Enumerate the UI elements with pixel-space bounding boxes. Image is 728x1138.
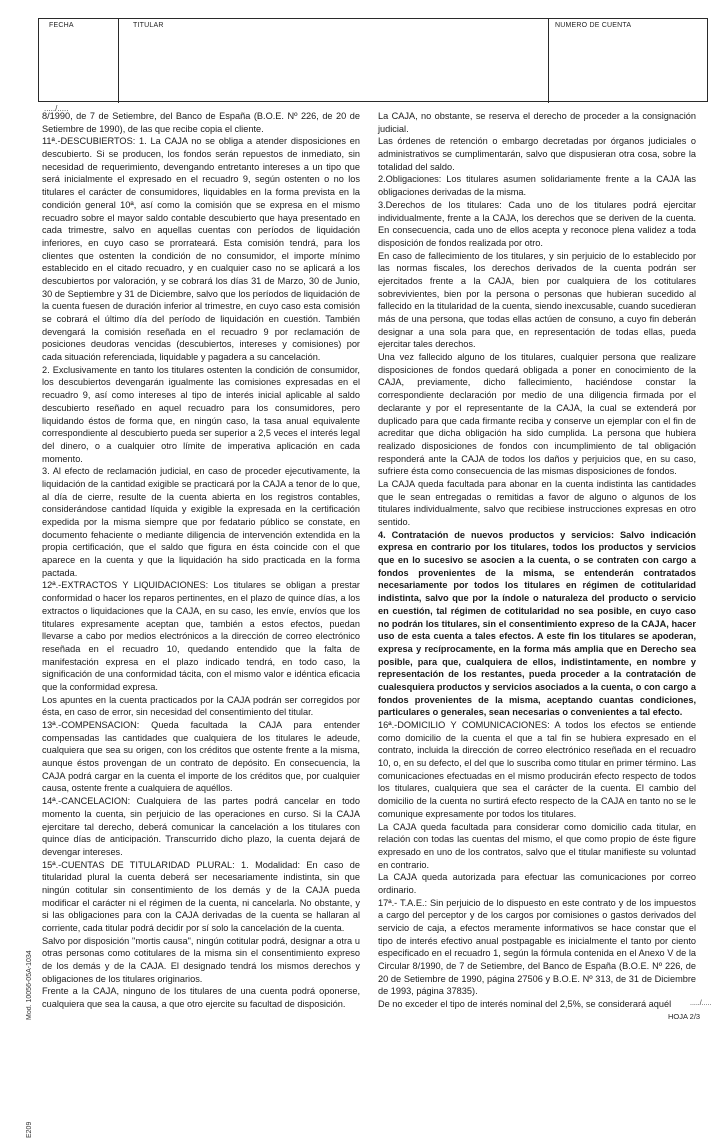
- paragraph: 13ª.-COMPENSACION: Queda facultada la CAJA para entender compensadas las cantidades que cualquiera de los titulares le adeude, cualquiera que sea su origen, con los créditos que ostente frente a la misma, aunque éstos provengan de un contrato de depósito. En consecuencia, la CAJA podrá cargar en la cuenta el importe de los créditos que, por cualquier causa, ostente frente a cualquiera de aquéllos.: [42, 720, 360, 794]
- paragraph: 2.Obligaciones: Los titulares asumen solidariamente frente a la CAJA las obligaciones derivadas de la misma.: [378, 174, 696, 198]
- paragraph: 3.Derechos de los titulares: Cada uno de los titulares podrá ejercitar individualmente, frente a la CAJA, los derechos que se deriven de la cuenta. En consecuencia, cada uno de ellos acepta y reconoce plena validez a toda disposición de fondos realizada por otro.: [378, 199, 696, 248]
- numero-cuenta-field: [549, 19, 709, 103]
- paragraph: La CAJA queda autorizada para efectuar las comunicaciones por correo ordinario.: [378, 872, 696, 895]
- continuation-top: ...../.....: [44, 104, 69, 113]
- titular-label: TITULAR: [133, 22, 164, 29]
- paragraph: 8/1990, de 7 de Setiembre, del Banco de España (B.O.E. Nº 226, de 20 de Setiembre de 1990), de las que recibe copia el cliente.: [42, 111, 360, 134]
- paragraph: 11ª.-DESCUBIERTOS: 1. La CAJA no se obliga a atender disposiciones en descubierto. Si se producen, los fondos serán repuestos de inmediato, sin necesidad de requerimiento, devengando entretanto intereses a un tipo que será inicialmente el expresado en el recuadro 9, según ostenten o no los titulares el carácter de consumidores, liquidables en la forma prevista en la condición general 10ª, así como la comisión que se expresa en el mismo recuadro sobre el mayor saldo contable descubierto que haya presentado en cada trimestre, salvo en aquellas cuentas con períodos de liquidación inferiores, en cuyo caso se prorrateará. Esta comisión tendrá, para los clientes que ostenten la condición de no consumidor, el importe mínimo establecido en el citado recuadro, y en cualquier caso no se aplicará a los descubiertos por valoración, y se cobrará los días 31 de Marzo, 30 de Junio, 30 de Septiembre y 31 de Diciembre, salvo que los períodos de liquidación de la cuenta fuesen de duración inferior al trimestre, en cuyo caso esta comisión se cobrará el último día del período de liquidación en cuestión. También devengará la comisión reseñada en el recuadro 9 por reclamación de posiciones deudoras vencidas (descubiertos, intereses y comisiones) por cada situación referenciada, liquidable y pagadera a su cancelación.: [42, 136, 360, 363]
- fecha-label: FECHA: [49, 22, 74, 29]
- paragraph: La CAJA queda facultada para considerar como domicilio cada titular, en relación con todas las cuentas del mismo, el que como propio de éste figure expresado en uno de los contratos, salvo que el titular manifieste su voluntad en contrario.: [378, 821, 696, 870]
- paragraph: 2. Exclusivamente en tanto los titulares ostenten la condición de consumidor, los descubiertos devengarán igualmente las comisiones expresadas en el recuadro 9, así como intereses al tipo de interés inicial aplicable al saldo descubierto reseñado en aquel recuadro para los consumidores, pero liquidando éstos de forma que, en ningún caso, la tasa anual equivalente correspondiente al descubierto pueda ser superior a 2,5 veces el interés legal del dinero, o a cualquier otro límite de imperativa aplicación en cada momento.: [42, 364, 360, 464]
- left-column: [42, 110, 360, 1011]
- side-model-code: Mod. 10056-05A-1034: [26, 950, 33, 1020]
- paragraph: En caso de fallecimiento de los titulares, y sin perjuicio de lo establecido por las normas fiscales, los derechos derivados de la cuenta podrán ser ejercitados frente a la CAJA, bien por cualquiera de los cotitulares sobrevivientes, bien por la persona o personas que hubieran sucedido al fallecido en la titularidad de la cuenta, siendo inexcusable, cuando sucedieran más de una persona, que todas ellas actúen de consuno, a cuyo fin deberán designar a una sola para que, en representación de todas ellas, pueda ejercitar tales derechos.: [378, 250, 696, 350]
- header-box: [38, 18, 708, 102]
- paragraph: La CAJA queda facultada para abonar en la cuenta indistinta las cantidades que le sean entregadas o remitidas a favor de alguno o algunos de los titulares individualmente, salvo que recibiese instrucciones expresas en otro sentido.: [378, 478, 696, 527]
- paragraph: 17ª.- T.A.E.: Sin perjuicio de lo dispuesto en este contrato y de los impuestos a cargo del perceptor y de los cargos por comisiones o gastos derivados del servicio de caja, a efectos meramente informativos se hace constar que el tipo de interés efectivo anual postpagable es inicialmente el tanto por ciento especificado en el recuadro 1, según la fórmula contenida en el Anexo V de la Circular 8/1990, de 7 de Setiembre, del Banco de España (B.O.E. Nº 226, de 20 de Setiembre de 1990, página 27506 y B.O.E. Nº 313, de 31 de Diciembre de 1993, página 37835).: [378, 897, 696, 997]
- paragraph: De no exceder el tipo de interés nominal del 2,5%, se considerará aquél: [378, 999, 672, 1010]
- paragraph: 14ª.-CANCELACION: Cualquiera de las partes podrá cancelar en todo momento la cuenta, sin perjuicio de las operaciones en curso. Si la CAJA ejercitare tal derecho, deberá comunicar la cancelación a los titulares con quince días de anticipación. Transcurrido dicho plazo, la cuenta dejará de devengar intereses.: [42, 796, 360, 857]
- page-number: HOJA 2/3: [668, 1012, 701, 1021]
- side-code-e209: E209: [26, 1121, 33, 1138]
- numero-cuenta-label: NUMERO DE CUENTA: [555, 22, 632, 29]
- paragraph: Los apuntes en la cuenta practicados por la CAJA podrán ser corregidos por ésta, en caso de error, sin necesidad del consentimiento del titular.: [42, 694, 360, 718]
- paragraph: Una vez fallecido alguno de los titulares, cualquier persona que realizare disposiciones de fondos quedará obligada a poner en conocimiento de la CAJA, previamente, dicho fallecimiento, haciéndose constar la correspondiente declaración por medio de una diligencia firmada por el declarante y por el representante de la CAJA, la cual se extenderá por duplicado para que cada firmante reciba y conserve un ejemplar con el fin de acreditar que dicha obligación ha sido cumplida. La persona que hubiera realizado disposiciones de fondos con incumplimiento de tal obligación responderá ante la CAJA de todos los daños y perjuicios que, en su caso, sufriere ésta como consecuencia de las mismas disposiciones de fondos.: [378, 352, 696, 477]
- right-column: [378, 110, 696, 1011]
- paragraph: Las órdenes de retención o embargo decretadas por órganos judiciales o administrativos se cumplimentarán, salvo que dispusieran otra cosa, sobre la totalidad del saldo.: [378, 136, 696, 172]
- paragraph-bold: 4. Contratación de nuevos productos y servicios: Salvo indicación expresa en contrario por los titulares, todos los productos y servicios que en lo sucesivo se asocien a la cuenta, o se contraten con cargo a fondos provenientes de la misma, se entenderán contratados necesariamente por todos los titulares en régimen de cotitularidad indistinta, salvo que por la índole o naturaleza del producto o servicio en cuestión, tal régimen de cotitularidad no sea posible, en cuyo caso no podrán los titulares, sin el consentimiento expreso de la CAJA, hacer uso de esta cuenta a tales efectos. A este fin los titulares se apoderan, expresa y recíprocamente, en la forma más amplia que en Derecho sea posible, para que, cualquiera de ellos, indistintamente, en nombre y representación de los restantes, pueda proceder a la contratación de cualesquiera productos y servicios asociados a la cuenta, o con cargo a fondos provenientes de la misma, aceptando cuantas condiciones, particulares o generales, sean necesarias o convenientes a tal efecto.: [378, 529, 696, 718]
- paragraph: 15ª.-CUENTAS DE TITULARIDAD PLURAL: 1. Modalidad: En caso de titularidad plural la cuenta deberá ser necesariamente indistinta, sin que ningún cotitular sin consentimiento de los demás y de la CAJA pueda modificar el carácter ni el régimen de la cuenta, ni cancelarla. No obstante, y si las obligaciones para con la CAJA derivadas de la cuenta se hallaran al corriente, cada titular podrá decidir por sí solo la cancelación de la cuenta.: [42, 859, 360, 933]
- titular-field: [119, 19, 549, 103]
- paragraph: Frente a la CAJA, ninguno de los titulares de una cuenta podrá oponerse, cualquiera que sea la causa, a que otro ejercite su facultad de disposición.: [42, 986, 360, 1010]
- paragraph: 3. Al efecto de reclamación judicial, en caso de proceder ejecutivamente, la liquidación de la cantidad exigible se practicará por la CAJA a tenor de lo que, al día de cierre, resulte de la cuenta abierta en los registros contables, considerándose cantidad líquida y exigible la expresada en la certificación expedida por la misma siempre que por fedatario público se constate, en documento fehaciente o mediante diligencia de intervención extendida en la propia certificación, que el saldo que figura en ésta coincide con el que aparece en la cuenta y que la liquidación ha sido practicada en la forma pactada.: [42, 466, 360, 578]
- paragraph: 16ª.-DOMICILIO Y COMUNICACIONES: A todos los efectos se entiende como domicilio de la cuenta el que a tal fin se hubiera expresado en el contrato, incluida la dirección de correo electrónico reseñada en el recuadro 10, o, en su defecto, el del que lo suscriba como titular en primer término. Las comunicaciones efectuadas en el mismo producirán efecto respecto de todos los titulares, cualquiera que sea el carácter de la cuenta. El cambio del domicilio de la cuenta no surtirá efecto respecto de la CAJA en tanto no se le comunique expresamente por todos los titulares.: [378, 720, 696, 819]
- fecha-field: [39, 19, 119, 103]
- paragraph: 12ª.-EXTRACTOS Y LIQUIDACIONES: Los titulares se obligan a prestar conformidad o hacer los reparos pertinentes, en el plazo de quince días, a los extractos o liquidaciones que la CAJA, en su caso, les envíe, envíos que los titulares expresamente aceptan que, también a estos efectos, puedan llevarse a cabo por medios electrónicos a la dirección de correo electrónico reseñada en el recuadro 10, quedando entendido que la falta de manifestación expresa en el plazo indicado tendrá, en todo caso, la significación de una conformidad tácita, con el mismo valor e idéntica eficacia que la conformidad expresa.: [42, 580, 360, 692]
- paragraph: Salvo por disposición "mortis causa", ningún cotitular podrá, designar a otra u otras personas como cotitulares de la misma sin el consentimiento expreso de los demás y de la CAJA. El designado tendrá los mismos derechos y obligaciones de los titulares originarios.: [42, 935, 360, 984]
- paragraph: La CAJA, no obstante, se reserva el derecho de proceder a la consignación judicial.: [378, 111, 696, 134]
- continuation-bottom: ...../.....: [690, 1000, 712, 1007]
